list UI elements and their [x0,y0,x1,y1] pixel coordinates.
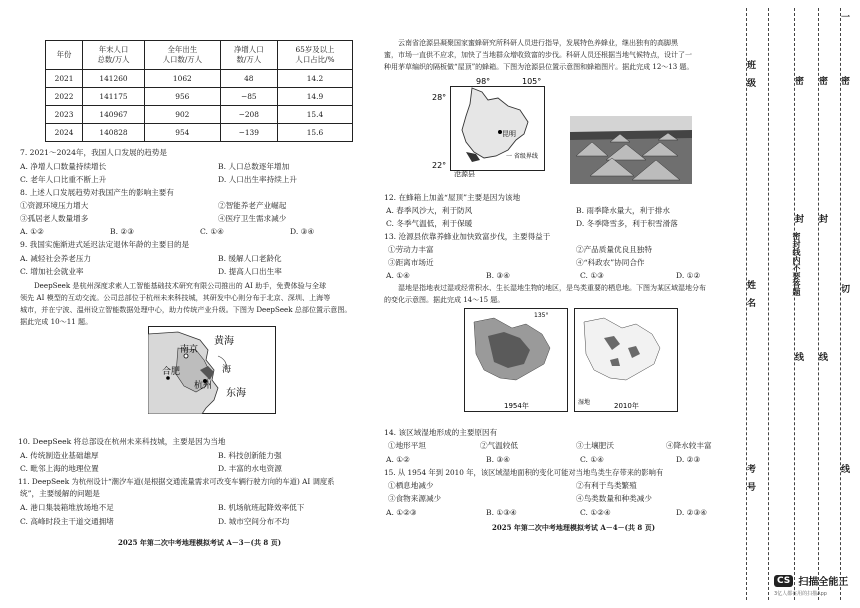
q10-option-c[interactable]: C. 毗邻上海的地理位置 [20,464,99,473]
scanner-tagline: 3亿人都在用的扫描App [774,591,827,597]
cell: 1062 [144,70,220,88]
binding-strip [742,0,860,608]
map-label-cangyuan: 沧源县 [454,170,475,178]
fold-mark-1: 密 [817,76,827,85]
q11-option-a[interactable]: A. 港口集装箱堆放场地不足 [20,503,114,512]
page-3 [0,0,372,608]
header-total: 年末人口 总数/万人 [83,41,145,70]
q12-option-a[interactable]: A. 春季风沙大，利于防风 [386,206,473,215]
q14-stem: 14. 该区域湿地形成的主要原因有 [384,428,498,437]
seal-line-5 [840,8,841,600]
cell: −208 [220,106,277,124]
map-legend-boundary: 一 省级界线 [506,153,538,160]
map-lon-98: 98° [476,77,491,86]
cut-mark-1: 密 [839,76,849,85]
map-year-1954: 1954年 [504,402,529,410]
bee-intro-line1: 云南省沧源县凝聚国家蜜蜂研究所科研人员进行指导，发展特色养蜂业，继出独有的高脚黑 [398,39,678,47]
map-label-hangzhou: 杭州 [194,381,213,391]
cangyuan-location-map [432,76,552,182]
q13-option-d[interactable]: D. ①② [676,271,701,280]
table-row [46,88,353,106]
bee-intro-line2: 蜜，市场一直供不应求，加快了当地群众增收致富的步伐。科研人员还根据当地气候特点，设计了一 [384,51,692,59]
q14-option-d[interactable]: D. ②③ [676,455,701,464]
q13-option-a[interactable]: A. ①④ [386,271,410,280]
q7-option-a[interactable]: A. 净增人口数量持续增长 [20,162,107,171]
scanner-name: 扫描全能王 [798,577,849,588]
q8-option-c[interactable]: C. ①④ [200,227,224,236]
q9-stem: 9. 我国实施渐进式延迟法定退休年龄的主要目的是 [20,240,190,249]
header-births: 全年出生 人口数/万人 [144,41,220,70]
cell: 48 [220,70,277,88]
q11-option-b[interactable]: B. 机场航班起降效率低下 [218,503,305,512]
table-row [46,106,353,124]
q14-item-4: ④降水较丰富 [666,441,712,450]
cut-dash-1: 一 [839,12,849,21]
map-lat-22: 22° [432,161,447,170]
bee-intro-line3: 种用茅草编织的隔板做“屋顶”的蜂箱。下图为沧源县位置示意图和蜂箱图片。据此完成 12～13 题。 [384,63,694,71]
label-number-1: 考 [745,464,755,473]
q8-option-b[interactable]: B. ②③ [110,227,135,236]
q9-option-d[interactable]: D. 提高人口出生率 [218,267,282,276]
table-row [46,70,353,88]
table-row [46,124,353,142]
q15-item-2: ②有利于鸟类繁殖 [576,481,637,490]
cell: 140828 [83,124,145,142]
cell: 902 [144,106,220,124]
q15-option-a[interactable]: A. ①②③ [386,508,417,517]
map-lon-105: 105° [522,77,542,86]
q8-stem: 8. 上述人口发展趋势对我国产生的影响主要有 [20,188,174,197]
q9-option-b[interactable]: B. 缓解人口老龄化 [218,254,282,263]
page-footer-4: 2025 年第二次中考地理模拟考试 A－4－(共 8 页) [492,523,656,532]
q8-option-d[interactable]: D. ③④ [290,227,315,236]
seal-note: 密封线内不要答题 [792,232,802,296]
map-label-donghai: 东海 [226,388,246,399]
deepseek-intro-line2: 领先 AI 模型的互动交流。公司总部位于杭州未来科技城，其研发中心则分布于北京、深圳、上海等 [20,293,331,302]
q13-stem: 13. 沧源县依靠养蜂业加快致富步伐，主要得益于 [384,232,551,241]
q13-option-b[interactable]: B. ③④ [486,271,511,280]
q13-item-2: ②产品质量优良且独特 [576,245,652,254]
q11-option-d[interactable]: D. 城市空间分布不均 [218,517,290,526]
cell: 954 [144,124,220,142]
q12-stem: 12. 在蜂箱上加盖“屋顶”主要是因为该地 [384,193,521,202]
map1-lon-135: 135° [534,312,549,319]
q12-option-b[interactable]: B. 雨季降水量大，利于排水 [576,206,670,215]
map-label-nanjing: 南京 [180,345,199,355]
q12-option-d[interactable]: D. 冬季降雪多，利于积雪滑落 [576,219,678,228]
deepseek-intro-line4: 据此完成 10～11 题。 [20,317,93,326]
q14-option-c[interactable]: C. ①④ [580,455,604,464]
cell: 2023 [46,106,83,124]
q7-option-d[interactable]: D. 人口出生率持续上升 [218,175,297,184]
q14-item-1: ①地形平坦 [388,441,426,450]
label-name-2: 名 [745,298,755,307]
q13-item-3: ③距离市场近 [388,258,434,267]
map-year-2010: 2010年 [614,402,639,410]
cell: 141260 [83,70,145,88]
q14-item-2: ②气温较低 [480,441,518,450]
map-label-kunming: 昆明 [502,130,516,138]
q11-option-c[interactable]: C. 高峰时段主干道交通拥堵 [20,517,114,526]
q13-item-1: ①劳动力丰富 [388,245,434,254]
cell: 2021 [46,70,83,88]
table-header-row [46,41,353,70]
cell: 14.9 [277,88,352,106]
q9-option-c[interactable]: C. 增加社会就业率 [20,267,84,276]
cell: 15.6 [277,124,352,142]
q8-option-a[interactable]: A. ①② [20,227,44,236]
wetland-intro-line1: 湿地是指地表过湿或经常积水、生长湿地生物的地区，是鸟类重要的栖息地。下图为某区域湿地分布 [398,284,706,292]
label-class-2: 级 [745,78,755,87]
q10-option-a[interactable]: A. 传统制造业基础雄厚 [20,451,99,460]
seal-mark-2: 封 [793,214,803,223]
cell: 956 [144,88,220,106]
q14-option-b[interactable]: B. ③④ [486,455,511,464]
q8-item-4: ④医疗卫生需求减少 [218,214,287,223]
scanner-logo-icon: CS [774,575,793,587]
page-footer-3: 2025 年第二次中考地理模拟考试 A－3－(共 8 页) [118,538,282,547]
deepseek-intro-line3: 城市，并在宁波、温州设立智能数据处理中心，助力传统产业升级。下图为 DeepSeek 总部位置示意图。 [20,305,352,314]
q9-option-a[interactable]: A. 减轻社会养老压力 [20,254,92,263]
population-table [45,40,353,142]
wetland-map-1954 [464,308,568,412]
fold-mark-3: 线 [817,352,827,361]
map-lat-28: 28° [432,93,447,102]
q12-option-c[interactable]: C. 冬季气温低，利于保暖 [386,219,473,228]
cut-mark-2: 切 [839,284,849,293]
seal-line-4 [818,8,819,600]
cut-mark-3: 线 [839,464,849,473]
q15-option-d[interactable]: D. ②③④ [676,508,708,517]
q15-option-b[interactable]: B. ①③④ [486,508,517,517]
q10-option-b[interactable]: B. 科技创新能力强 [218,451,282,460]
q8-item-2: ②智能养老产业崛起 [218,201,287,210]
wetland-intro-line2: 的变化示意图。据此完成 14～15 题。 [384,296,505,304]
label-number-2: 号 [745,482,755,491]
map-legend-wetland: 湿地 [578,399,591,406]
page-4 [380,0,740,608]
label-class-1: 班 [745,60,755,69]
seal-line-3 [794,8,795,600]
q10-stem: 10. DeepSeek 将总部设在杭州未来科技城，主要是因为当地 [18,437,226,446]
seal-line-2 [768,8,769,600]
seal-mark-1: 密 [793,76,803,85]
cell: 140967 [83,106,145,124]
q13-item-4: ④“科政农”协同合作 [576,258,645,267]
header-net: 净增人口 数/万人 [220,41,277,70]
header-year: 年份 [46,41,83,70]
wetland-map-2010 [574,308,678,412]
q8-item-3: ③孤居老人数量增多 [20,214,89,223]
scanner-watermark [774,570,848,597]
cell: 2022 [46,88,83,106]
seal-mark-3: 线 [793,352,803,361]
label-name-1: 姓 [745,280,755,289]
q7-option-c[interactable]: C. 老年人口比重不断上升 [20,175,107,184]
q13-option-c[interactable]: C. ①③ [580,271,604,280]
q15-item-3: ③食物来源减少 [388,494,442,503]
q7-option-b[interactable]: B. 人口总数逐年增加 [218,162,290,171]
cell: 2024 [46,124,83,142]
q8-item-1: ①资源环境压力增大 [20,201,89,210]
q14-item-3: ③土壤肥沃 [576,441,614,450]
cell: 15.4 [277,106,352,124]
beehive-photo [570,116,692,184]
q11-stem: 11. DeepSeek 为杭州设计“潮汐车道(是根据交通流量需求可改变车辆行驶方向的车道) AI 调度系 [18,477,335,486]
cell: −139 [220,124,277,142]
q15-stem: 15. 从 1954 年到 2010 年，该区域湿地面积的变化可能对当地鸟类生存带来的影响有 [384,468,664,477]
header-elderly: 65岁及以上 人口占比/% [277,41,352,70]
q10-option-d[interactable]: D. 丰富的水电资源 [218,464,282,473]
fold-mark-2: 封 [817,214,827,223]
deepseek-intro-line1: DeepSeek 是杭州深度求索人工智能基础技术研究有限公司推出的 AI 助手，免费体验与全球 [34,281,327,290]
cell: −85 [220,88,277,106]
cell: 141175 [83,88,145,106]
q14-option-a[interactable]: A. ①② [386,455,410,464]
map-label-huanghai: 黄海 [214,336,234,347]
map-label-hai: 海 [222,365,232,375]
q15-item-4: ④鸟类数量和种类减少 [576,494,652,503]
q15-item-1: ①栖息地减少 [388,481,434,490]
q15-option-c[interactable]: C. ①②④ [580,508,611,517]
q7-stem: 7. 2021～2024年，我国人口发展的趋势是 [20,148,168,157]
cell: 14.2 [277,70,352,88]
deepseek-location-map [148,326,276,414]
q11-stem-2: 统”，主要缓解的问题是 [20,489,100,498]
map-label-hefei: 合肥 [162,367,181,377]
